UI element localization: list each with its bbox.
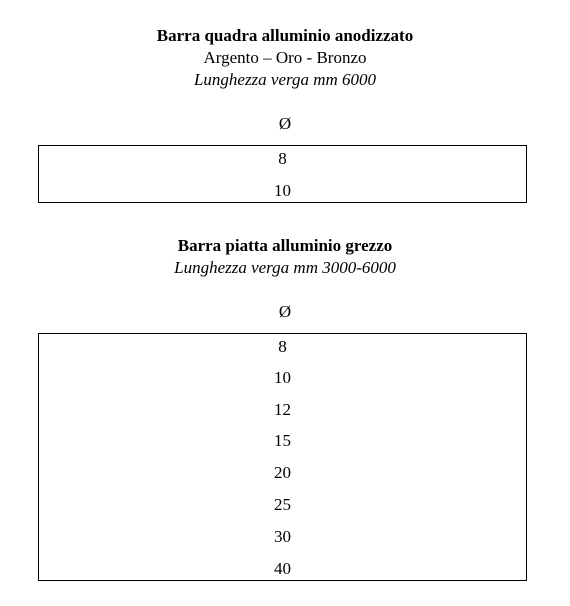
section-1-title: Barra quadra alluminio anodizzato — [156, 26, 414, 45]
table-row: 8 — [278, 337, 287, 356]
table-row: 15 — [274, 431, 291, 450]
section-2-length: Lunghezza verga mm 3000-6000 — [174, 258, 396, 277]
section-1-table — [38, 145, 527, 203]
section-2-title: Barra piatta alluminio grezzo — [177, 236, 393, 255]
table-row: 10 — [274, 181, 291, 200]
section-2-table — [38, 333, 527, 581]
section-1-subtitle: Argento – Oro - Bronzo — [203, 48, 367, 67]
table-row: 40 — [274, 559, 291, 578]
section-1-column-header: Ø — [278, 114, 292, 133]
table-row: 12 — [274, 400, 291, 419]
table-row: 10 — [274, 368, 291, 387]
table-row: 8 — [278, 149, 287, 168]
table-row: 20 — [274, 463, 291, 482]
section-2-column-header: Ø — [278, 302, 292, 321]
table-row: 25 — [274, 495, 291, 514]
section-1-length: Lunghezza verga mm 6000 — [193, 70, 377, 89]
table-row: 30 — [274, 527, 291, 546]
